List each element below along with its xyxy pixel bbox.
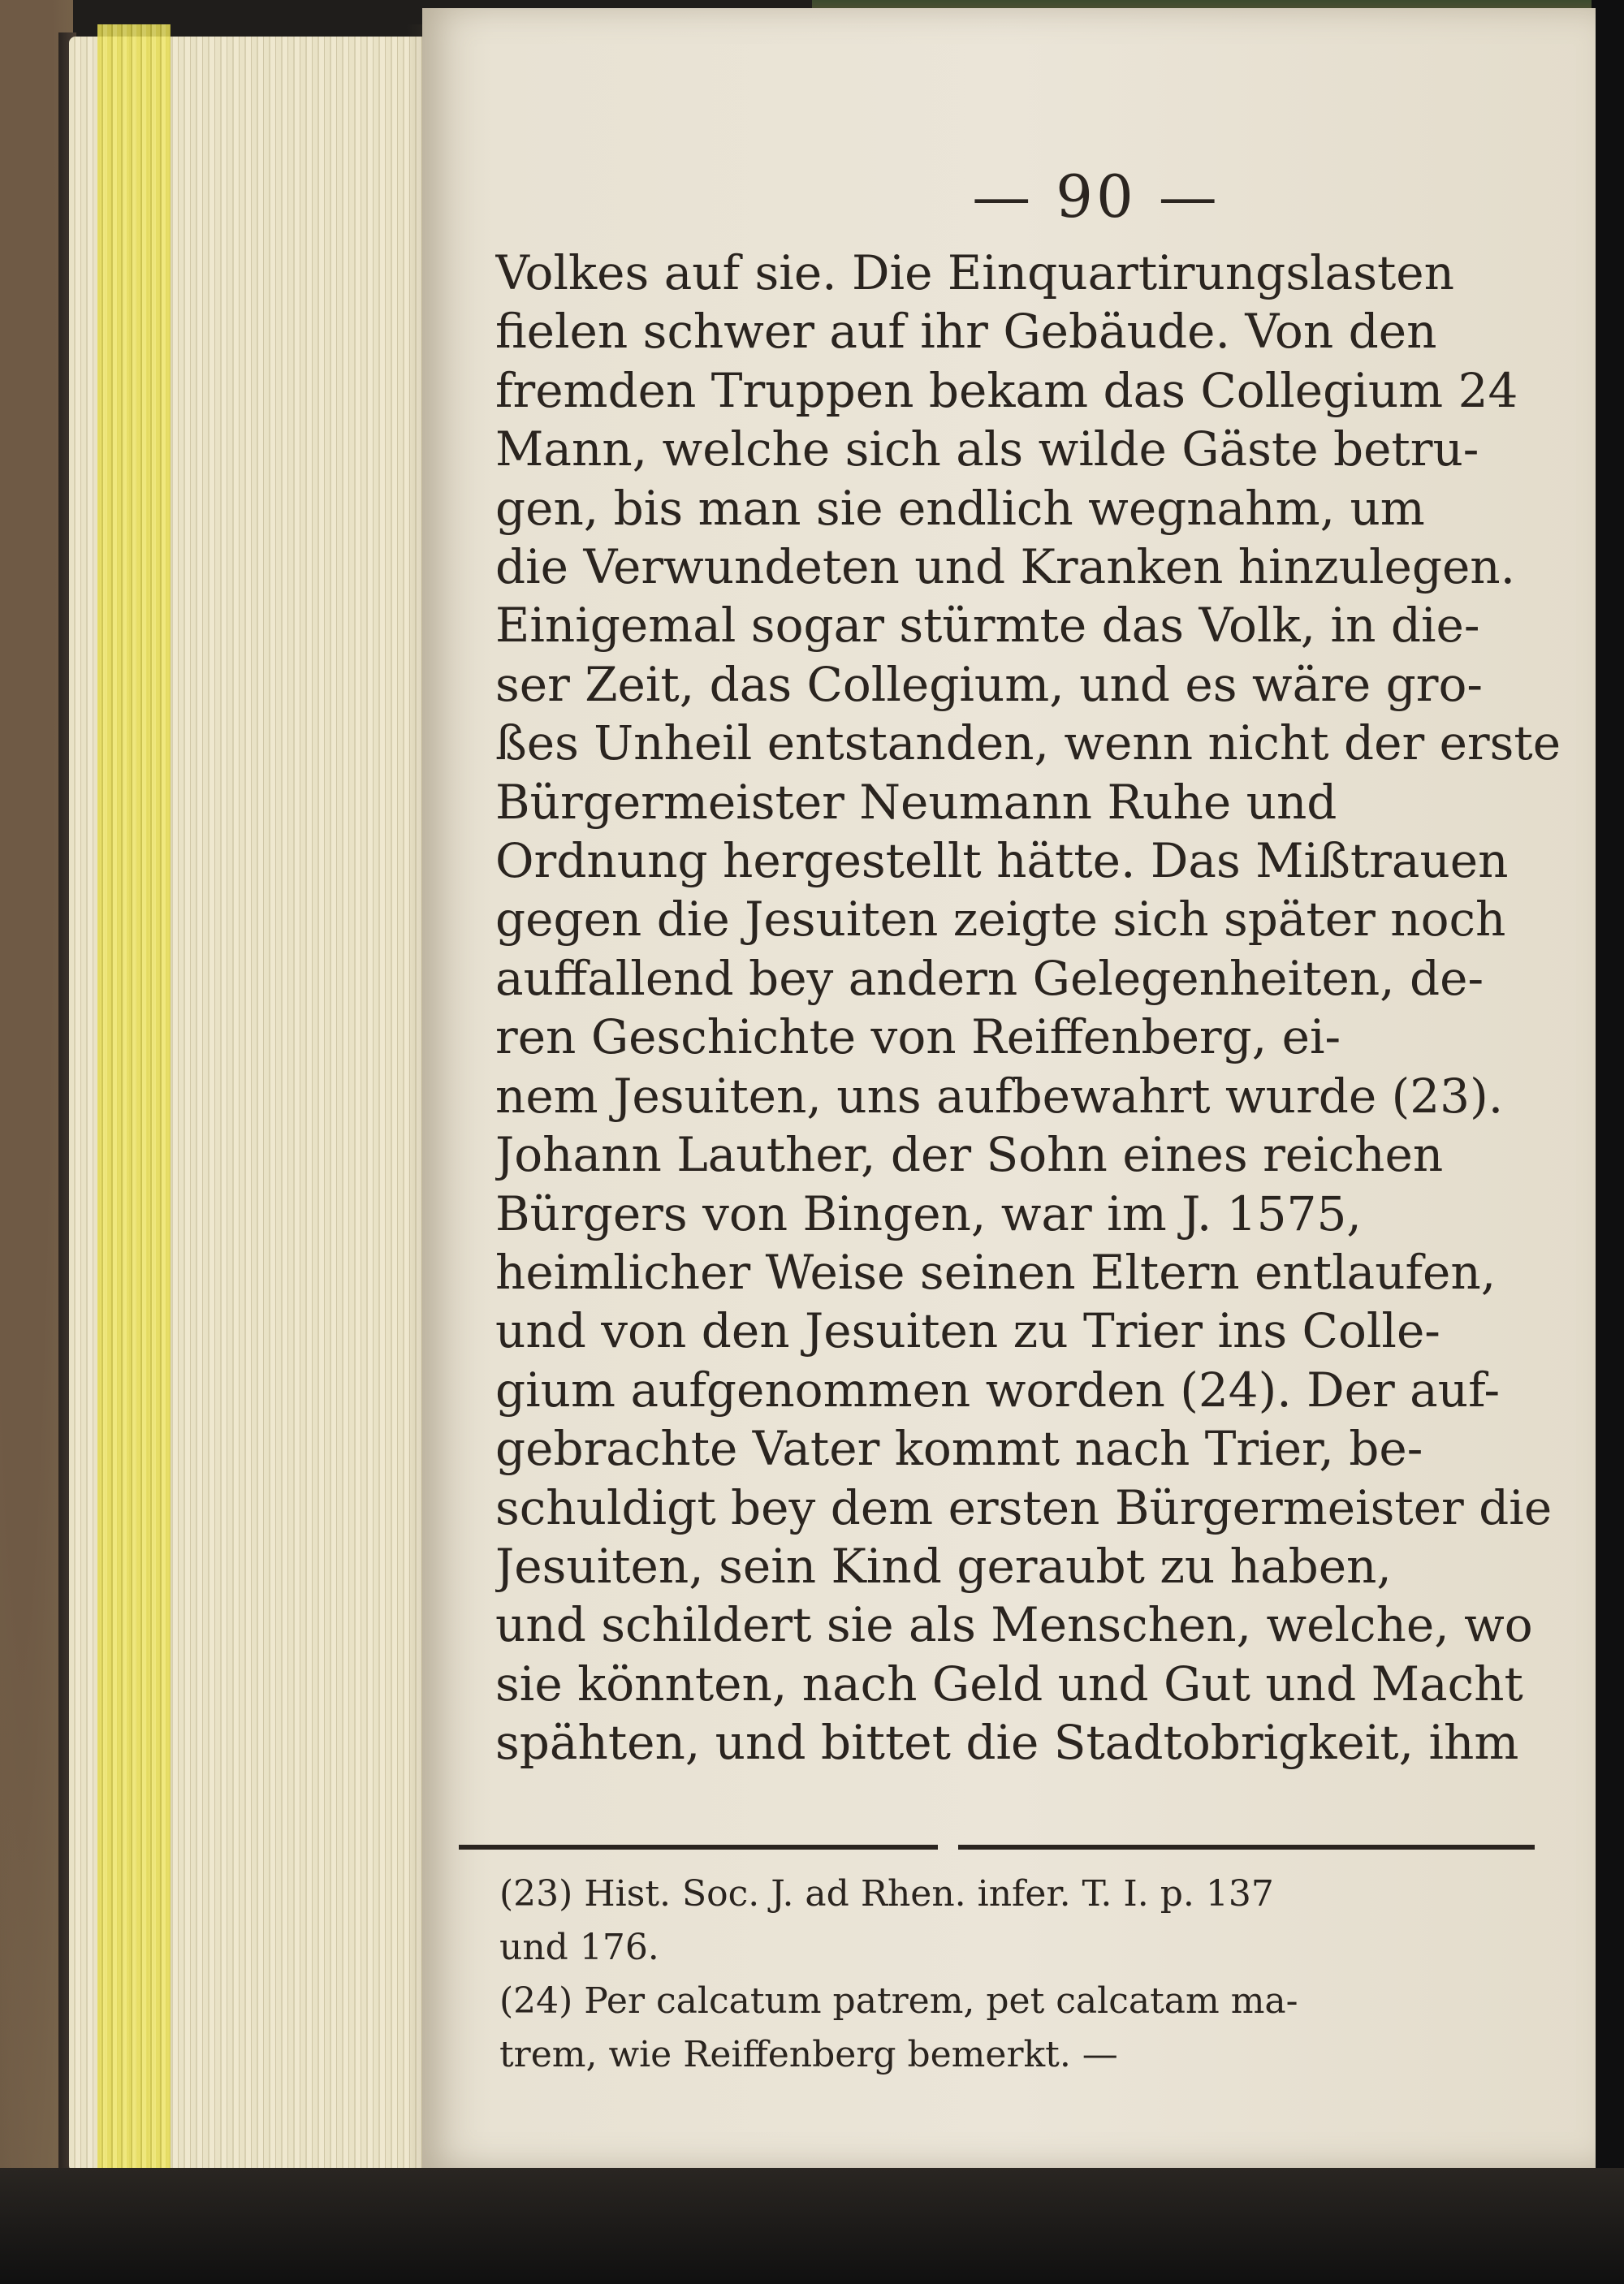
text-line: Volkes auf sie. Die Einquartirungslasten (495, 245, 1454, 300)
footnote-separator (958, 1845, 1535, 1850)
footnote-line: (24) Per calcatum patrem, pet calcatam ma- (499, 1980, 1298, 2022)
footnote-line: und 176. (499, 1927, 659, 1968)
text-line: Mann, welche sich als wilde Gäste betru- (495, 421, 1479, 477)
page-edges-gilt (97, 24, 171, 2176)
text-line: gium aufgenommen worden (24). Der auf- (495, 1362, 1501, 1418)
text-line: schuldigt bey dem ersten Bürgermeister die (495, 1479, 1553, 1535)
footnote-line: (23) Hist. Soc. J. ad Rhen. infer. T. I. p. 137 (499, 1873, 1274, 1915)
text-line: Einigemal sogar stürmte das Volk, in die- (495, 598, 1480, 654)
text-line: Bürgers von Bingen, war im J. 1575, (495, 1185, 1362, 1241)
text-line: heimlicher Weise seinen Eltern entlaufen, (495, 1244, 1497, 1300)
text-line: die Verwundeten und Kranken hinzulegen. (495, 539, 1516, 595)
text-line: Ordnung hergestellt hätte. Das Mißtrauen (495, 833, 1509, 889)
text-line: auffallend bey andern Gelegenheiten, de- (495, 950, 1484, 1006)
text-line: gen, bis man sie endlich wegnahm, um (495, 480, 1425, 536)
text-line: ren Geschichte von Reiffenberg, ei- (495, 1009, 1341, 1065)
footnote-line: trem, wie Reiffenberg bemerkt. — (499, 2034, 1118, 2075)
background-right (1592, 0, 1624, 2284)
body-text (495, 244, 1596, 1772)
text-line: Jesuiten, sein Kind geraubt zu haben, (495, 1538, 1392, 1594)
book-page (422, 8, 1596, 2168)
background-bottom (0, 2168, 1624, 2284)
text-line: ßes Unheil entstanden, wenn nicht der erste (495, 715, 1561, 771)
text-line: gegen die Jesuiten zeigte sich später noch (495, 892, 1506, 948)
text-line: spähten, und bittet die Stadtobrigkeit, ihm (495, 1715, 1519, 1771)
text-line: fielen schwer auf ihr Gebäude. Von den (495, 304, 1437, 360)
page-number: — 90 — (972, 162, 1220, 231)
footnotes (499, 1867, 1596, 2082)
text-line: gebrachte Vater kommt nach Trier, be- (495, 1421, 1423, 1477)
text-line: nem Jesuiten, uns aufbewahrt wurde (23). (495, 1068, 1504, 1124)
text-line: sie könnten, nach Geld und Gut und Macht (495, 1656, 1523, 1712)
text-line: und schildert sie als Menschen, welche, wo (495, 1597, 1533, 1653)
text-line: ser Zeit, das Collegium, und es wäre gro- (495, 656, 1484, 712)
text-line: Johann Lauther, der Sohn eines reichen (495, 1127, 1444, 1183)
footnote-separator (459, 1845, 938, 1850)
text-line: und von den Jesuiten zu Trier ins Colle- (495, 1303, 1440, 1359)
text-line: fremden Truppen bekam das Collegium 24 (495, 362, 1518, 418)
text-line: Bürgermeister Neumann Ruhe und (495, 774, 1337, 830)
